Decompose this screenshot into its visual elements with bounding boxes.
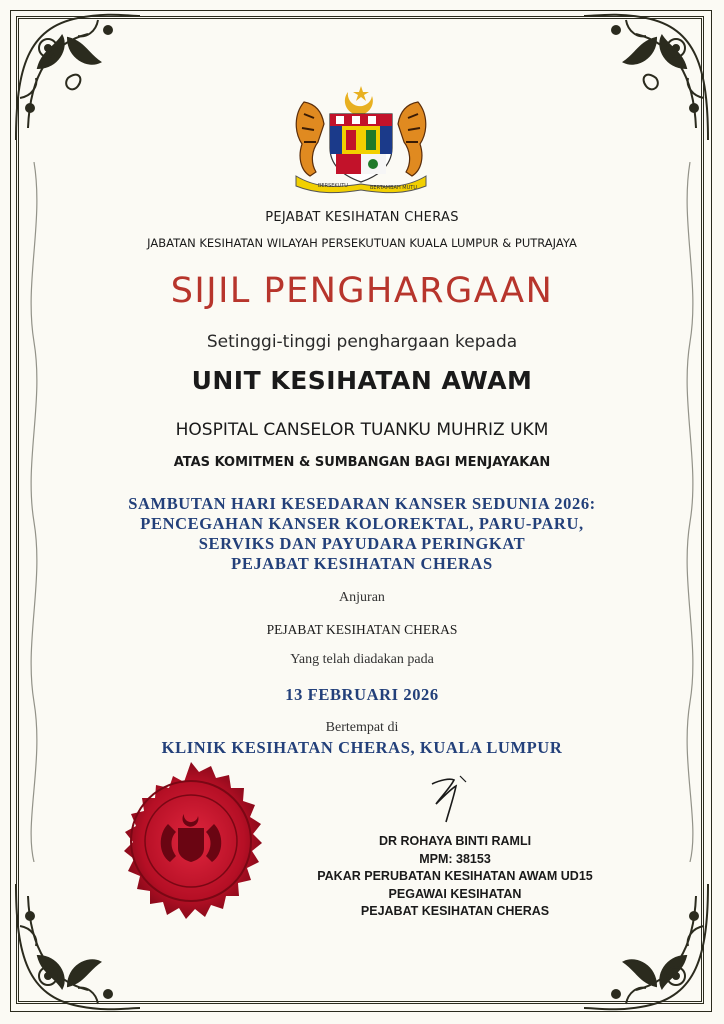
coat-of-arms-icon [286, 84, 436, 194]
signatory-name: DR ROHAYA BINTI RAMLI [378, 834, 532, 848]
event-line: SERVIKS DAN PAYUDARA PERINGKAT [198, 534, 526, 553]
department-name: JABATAN KESIHATAN WILAYAH PERSEKUTUAN KUALA LUMPUR & PUTRAJAYA [147, 236, 577, 250]
appreciation-label: Setinggi-tinggi penghargaan kepada [206, 332, 518, 352]
crest-motto-right: BERTAMBAH MUTU [370, 185, 417, 191]
official-seal-icon [98, 744, 288, 934]
signatory-position: PAKAR PERUBATAN KESIHATAN AWAM UD15 [317, 869, 593, 883]
venue-label: Bertempat di [325, 720, 399, 735]
event-line: PENCEGAHAN KANSER KOLOREKTAL, PARU-PARU, [140, 514, 584, 533]
signatory-office: PEJABAT KESIHATAN CHERAS [360, 904, 550, 918]
held-label: Yang telah diadakan pada [290, 652, 434, 667]
recipient-name: UNIT KESIHATAN AWAM [191, 366, 533, 395]
organizer-name: PEJABAT KESIHATAN CHERAS [266, 622, 458, 637]
venue-name: KLINIK KESIHATAN CHERAS, KUALA LUMPUR [161, 738, 563, 757]
organized-label: Anjuran [339, 590, 385, 605]
office-name: PEJABAT KESIHATAN CHERAS [265, 210, 459, 225]
signatory-mpm: MPM: 38153 [419, 851, 491, 866]
event-line: PEJABAT KESIHATAN CHERAS [231, 554, 493, 573]
event-date: 13 FEBRUARI 2026 [285, 685, 439, 704]
crest-motto-left: BERSEKUTU [318, 183, 348, 189]
floral-corner-icon [8, 8, 148, 148]
signature-icon [410, 770, 480, 825]
certificate-title: SIJIL PENGHARGAAN [170, 271, 554, 311]
hospital-name: HOSPITAL CANSELOR TUANKU MUHRIZ UKM [175, 420, 549, 440]
commitment-text: ATAS KOMITMEN & SUMBANGAN BAGI MENJAYAKAN [173, 455, 551, 470]
floral-corner-icon [576, 8, 716, 148]
event-line: SAMBUTAN HARI KESEDARAN KANSER SEDUNIA 2026: [128, 494, 596, 513]
signatory-role: PEGAWAI KESIHATAN [388, 886, 522, 901]
signatory-block [280, 833, 630, 921]
